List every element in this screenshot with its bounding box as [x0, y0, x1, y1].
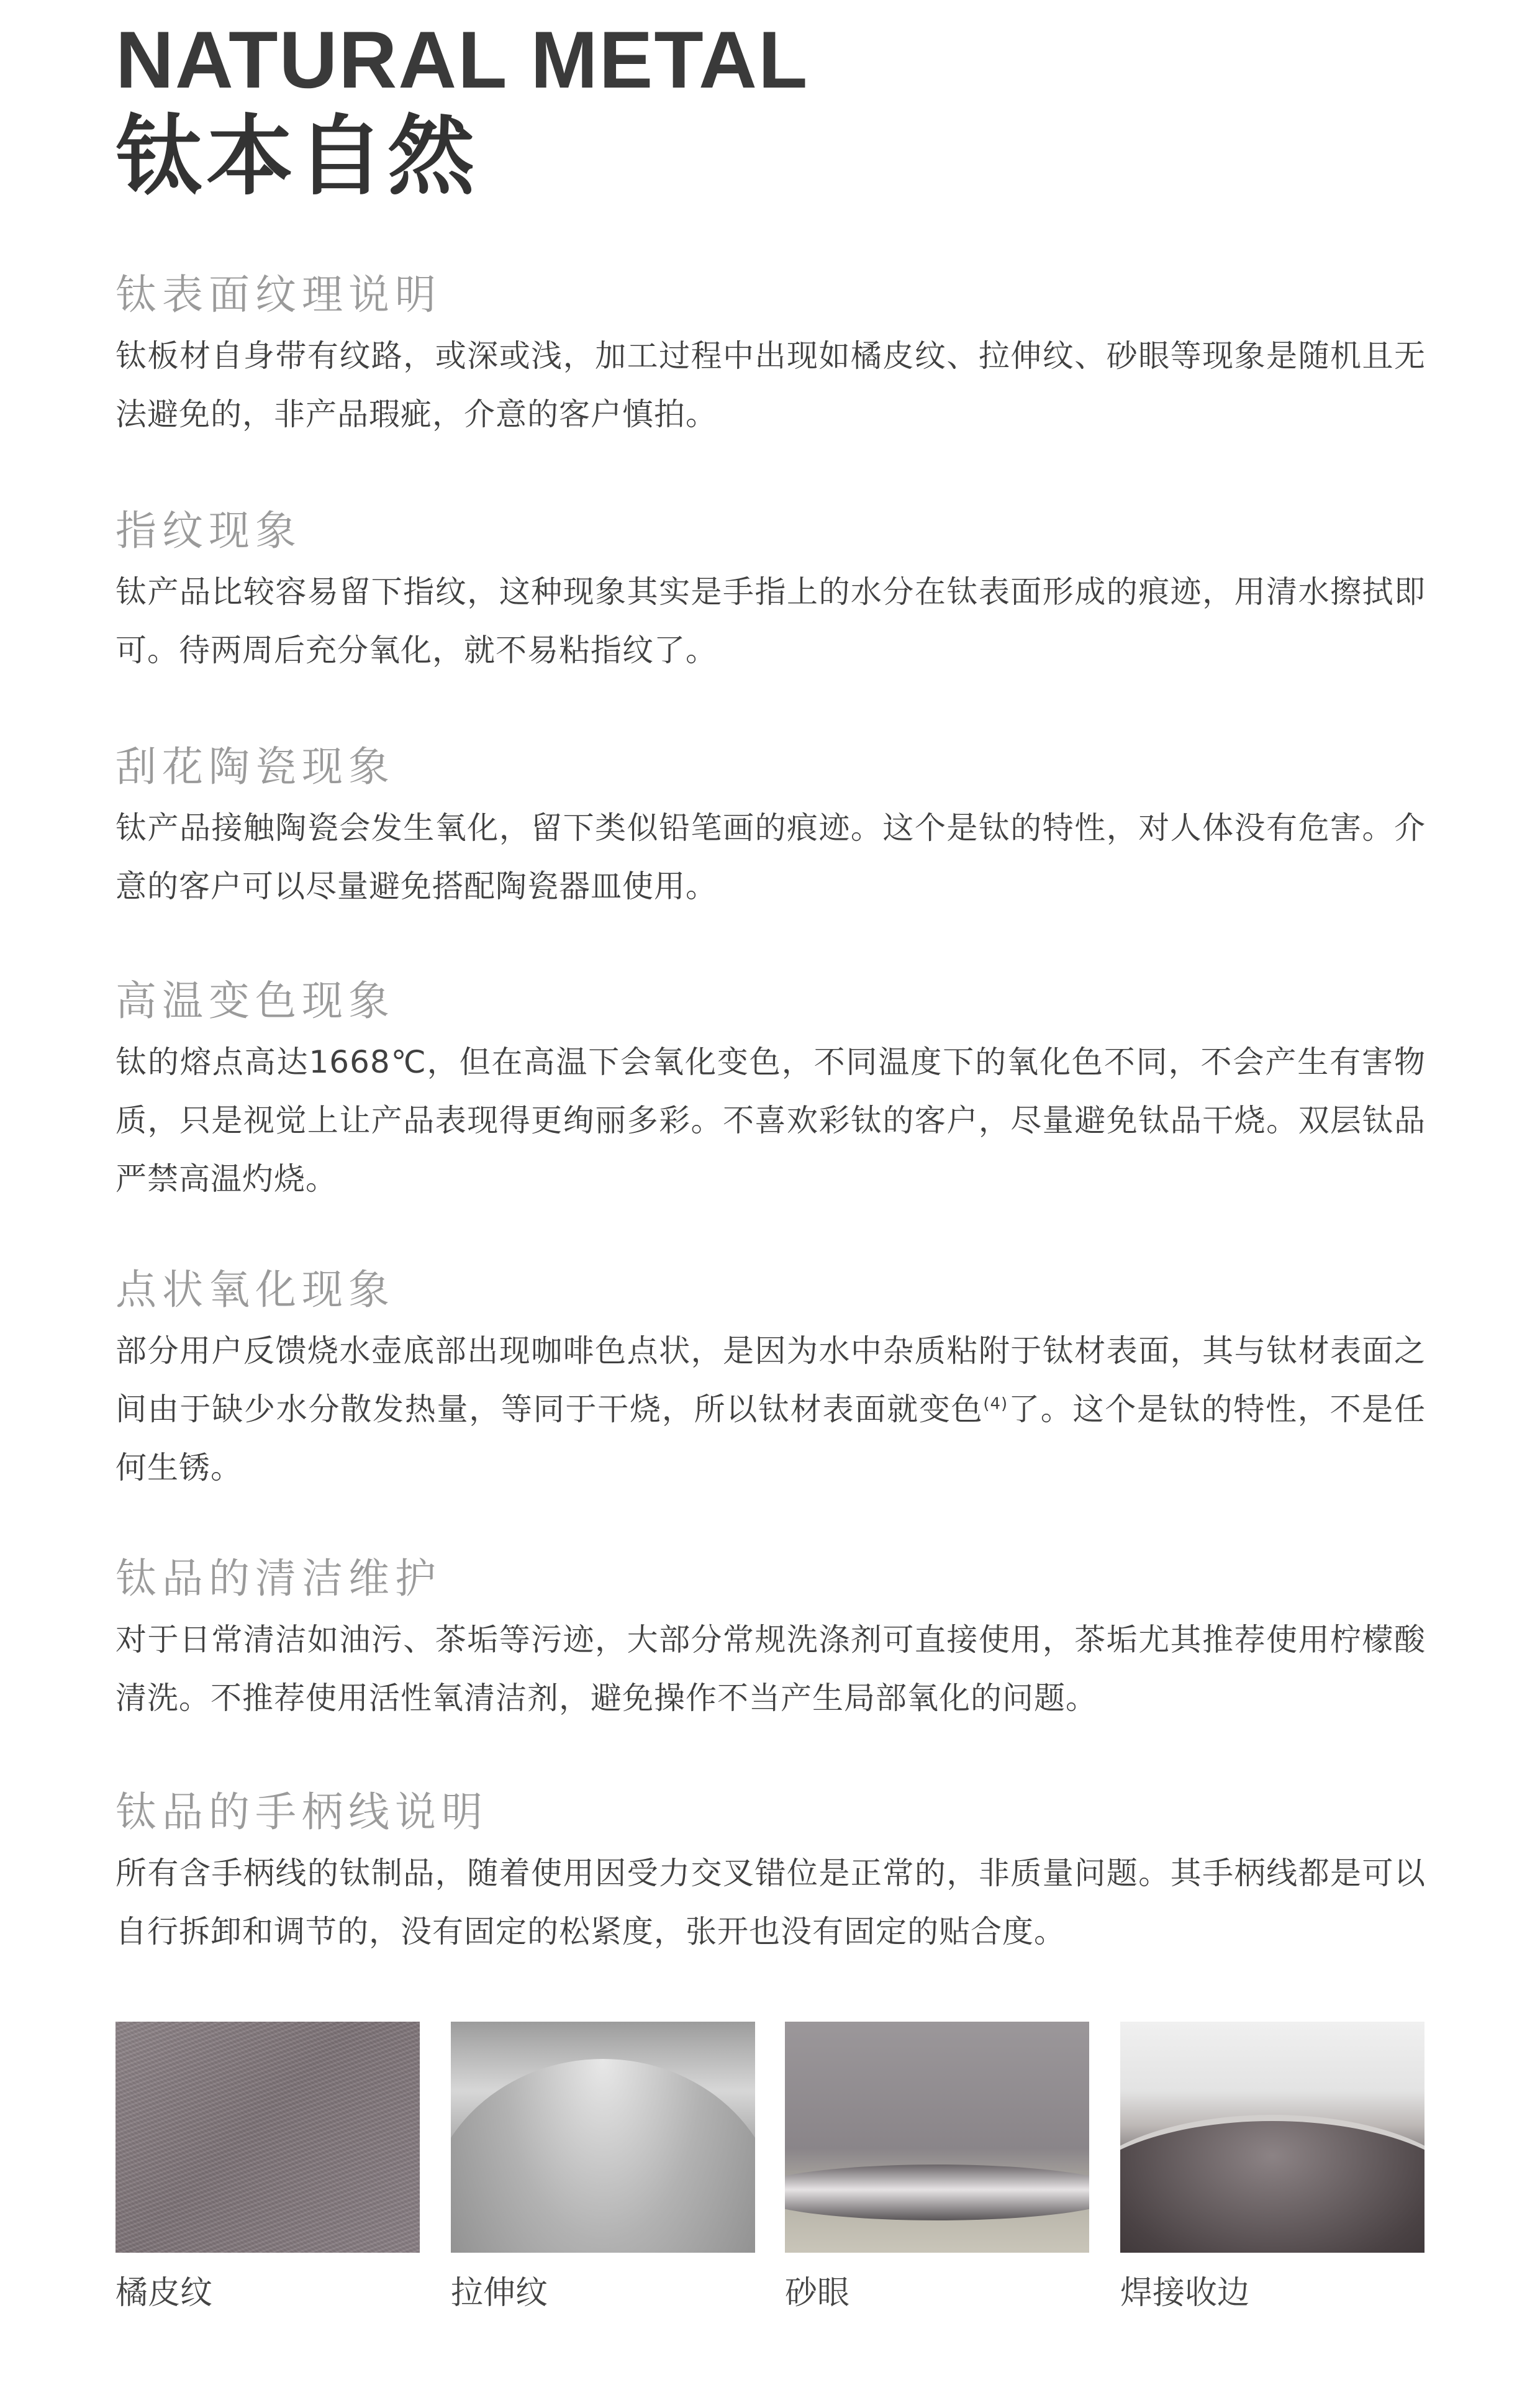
section-cleaning	[116, 1551, 1426, 1727]
pinhole-photo	[785, 2022, 1089, 2253]
section-fingerprint	[116, 503, 1426, 679]
section-spot-oxidation	[116, 1262, 1426, 1497]
orange-peel-texture-photo	[116, 2022, 420, 2253]
section-body: 钛产品比较容易留下指纹，这种现象其实是手指上的水分在钛表面形成的痕迹，用清水擦拭即可。待两周后充分氧化，就不易粘指纹了。	[116, 574, 1426, 668]
texture-photo-gallery	[116, 2022, 1426, 2312]
body-text: 部分用户反馈烧水壶底部出现咖啡色点状，是因为水中杂质粘附于钛材表面，其与钛材表面之间由于缺少水分散发热量，等同于干烧，所以钛材表面就变色	[116, 1333, 1426, 1427]
section-title: 点状氧化现象	[116, 1266, 395, 1314]
section-body: 钛产品接触陶瓷会发生氧化，留下类似铅笔画的痕迹。这个是钛的特性，对人体没有危害。介意的客户可以尽量避免搭配陶瓷器皿使用。	[116, 810, 1426, 904]
section-body: 钛的熔点高达1668℃，但在高温下会氧化变色，不同温度下的氧化色不同，不会产生有害物质，只是视觉上让产品表现得更绚丽多彩。不喜欢彩钛的客户，尽量避免钛品干烧。双层钛品严禁高温灼烧。	[116, 1044, 1426, 1197]
footnote-marker: (4)	[983, 1394, 1008, 1414]
body-text: 了。这个是钛的特性，不是任何生锈。	[116, 1391, 1426, 1486]
photo-label: 砂眼	[785, 2274, 850, 2312]
section-title: 刮花陶瓷现象	[116, 743, 395, 791]
section-body: 所有含手柄线的钛制品，随着使用因受力交叉错位是正常的，非质量问题。其手柄线都是可以自行拆卸和调节的，没有固定的松紧度，张开也没有固定的贴合度。	[116, 1855, 1426, 1950]
hero-title-cn: 钛本自然	[116, 106, 479, 207]
section-title: 钛品的清洁维护	[116, 1555, 442, 1602]
hero-title-en: NATURAL METAL	[116, 14, 809, 105]
section-title: 高温变色现象	[116, 977, 395, 1025]
section-surface-texture	[116, 267, 1426, 443]
section-ceramic-scratch	[116, 739, 1426, 915]
section-body: 钛板材自身带有纹路，或深或浅，加工过程中出现如橘皮纹、拉伸纹、砂眼等现象是随机且无法避免的，非产品瑕疵，介意的客户慎拍。	[116, 338, 1426, 432]
section-body: 对于日常清洁如油污、茶垢等污迹，大部分常规洗涤剂可直接使用，茶垢尤其推荐使用柠檬酸清洗。不推荐使用活性氧清洁剂，避免操作不当产生局部氧化的问题。	[116, 1622, 1426, 1716]
section-handle-wire	[116, 1784, 1426, 1961]
photo-label: 橘皮纹	[116, 2274, 213, 2312]
section-title: 钛表面纹理说明	[116, 271, 442, 319]
stretch-texture-photo	[451, 2022, 755, 2253]
section-heat-discoloration	[116, 973, 1426, 1208]
section-title: 钛品的手柄线说明	[116, 1788, 488, 1836]
weld-edge-photo	[1120, 2022, 1424, 2253]
photo-label: 焊接收边	[1120, 2274, 1250, 2312]
section-title: 指纹现象	[116, 507, 302, 555]
photo-label: 拉伸纹	[451, 2274, 548, 2312]
section-body	[116, 1322, 1426, 1497]
